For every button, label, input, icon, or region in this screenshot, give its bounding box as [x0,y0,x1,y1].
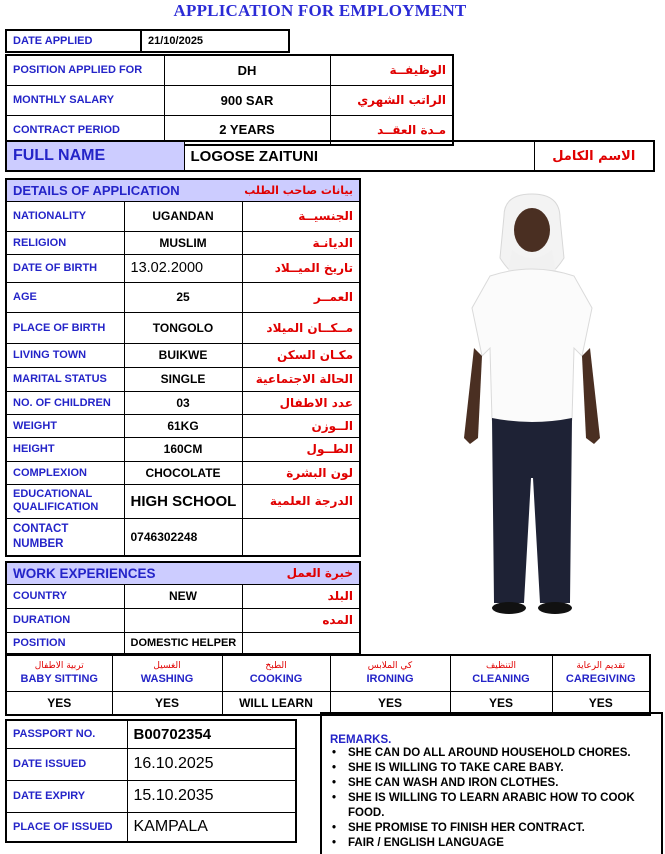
detail-row [6,518,360,556]
remarks-title: REMARKS. [330,734,392,746]
position-label-ar: الوظيفــة [330,55,453,85]
skill-header [450,655,552,691]
date-applied-value: 21/10/2025 [141,30,289,52]
children-label-ar: عدد الاطفال [242,391,360,414]
salary-label: MONTHLY SALARY [6,85,164,115]
country-label-ar: البلد [242,584,360,608]
skills-table [5,654,651,716]
skill-header [552,655,650,691]
details-header-ar: بيانات صاحب الطلب [242,179,360,201]
skill-value: YES [112,691,222,715]
contact-value: 0746302248 [124,518,242,556]
marital-status-label: MARITAL STATUS [6,367,124,391]
work-header: WORK EXPERIENCES [6,562,242,584]
skill-header [330,655,450,691]
marital-status-value: SINGLE [124,367,242,391]
skill-header [112,655,222,691]
passport-row [6,720,296,748]
children-value: 03 [124,391,242,414]
skill-ar: تقديم الرعاية [576,661,626,672]
contact-label-ar [242,518,360,556]
contract-label-ar: مـدة العقــد [330,115,453,145]
duration-value [124,608,242,632]
detail-row [6,391,360,414]
nationality-label: NATIONALITY [6,201,124,231]
country-label: COUNTRY [6,584,124,608]
skill-value: YES [330,691,450,715]
salary-value: 900 SAR [164,85,330,115]
place-of-birth-label: PLACE OF BIRTH [6,312,124,343]
place-of-birth-value: TONGOLO [124,312,242,343]
page-title: APPLICATION FOR EMPLOYMENT [173,1,467,20]
date-applied-label: DATE APPLIED [6,30,141,52]
work-row [6,632,360,654]
salary-row [6,85,453,115]
height-value: 160CM [124,437,242,461]
marital-status-label-ar: الحالة الاجتماعية [242,367,360,391]
full-name-table [5,140,655,172]
complexion-label-ar: لون البشرة [242,461,360,484]
skill-ar: الغسيل [153,661,181,672]
contact-label: CONTACT NUMBER [6,518,124,556]
date-expiry-value: 15.10.2035 [127,780,296,812]
contract-value: 2 YEARS [164,115,330,145]
dob-label-ar: تاريخ الميــلاد [242,254,360,282]
skill-en: CAREGIVING [565,673,636,686]
applicant-photo [432,188,632,628]
skill-en: BABY SITTING [20,673,98,686]
place-issued-label: PLACE OF ISSUED [6,812,127,842]
detail-row [6,231,360,254]
skill-en: CLEANING [472,673,530,686]
dob-label: DATE OF BIRTH [6,254,124,282]
place-issued-value: KAMPALA [127,812,296,842]
full-name-label: FULL NAME [6,141,184,171]
living-town-label-ar: مكـان السكن [242,343,360,367]
skill-value: YES [6,691,112,715]
remark-item: • SHE CAN DO ALL AROUND HOUSEHOLD CHORES. [330,746,661,761]
passport-table [5,719,297,843]
remark-item: • SHE IS WILLING TO TAKE CARE BABY. [330,761,661,776]
detail-row [6,414,360,437]
date-issued-value: 16.10.2025 [127,748,296,780]
skill-ar: التنظيف [485,661,517,672]
skill-header [6,655,112,691]
skill-value: YES [450,691,552,715]
passport-row [6,748,296,780]
detail-row [6,312,360,343]
religion-value: MUSLIM [124,231,242,254]
passport-row [6,780,296,812]
passport-row [6,812,296,842]
work-header-ar: خبرة العمل [242,562,360,584]
skills-header-row [6,655,650,691]
duration-label: DURATION [6,608,124,632]
age-label: AGE [6,282,124,312]
detail-row [6,282,360,312]
living-town-value: BUIKWE [124,343,242,367]
nationality-label-ar: الجنسيــة [242,201,360,231]
passport-no-label: PASSPORT NO. [6,720,127,748]
detail-row [6,201,360,231]
remark-item: • SHE IS WILLING TO LEARN ARABIC HOW TO COOK FOOD. [330,791,661,821]
position-table [5,54,454,146]
skill-value: WILL LEARN [222,691,330,715]
skill-ar: الطبخ [265,661,287,672]
place-of-birth-label-ar: مــكــان الميلاد [242,312,360,343]
skill-header [222,655,330,691]
remark-item: • FAIR / ENGLISH LANGUAGE [330,836,661,851]
date-expiry-label: DATE EXPIRY [6,780,127,812]
remarks-box [320,712,663,854]
children-label: NO. OF CHILDREN [6,391,124,414]
skill-ar: تربية الاطفال [34,661,84,672]
date-applied-table [5,29,290,53]
work-header-row [6,562,360,584]
education-value: HIGH SCHOOL [124,484,242,518]
skill-en: COOKING [249,673,303,686]
complexion-value: CHOCOLATE [124,461,242,484]
complexion-label: COMPLEXION [6,461,124,484]
skill-en: WASHING [140,673,194,686]
nationality-value: UGANDAN [124,201,242,231]
work-position-label: POSITION [6,632,124,654]
education-label-ar: الدرجة العلمية [242,484,360,518]
remark-item: • SHE PROMISE TO FINISH HER CONTRACT. [330,821,661,836]
remarks-list [330,746,661,851]
weight-label-ar: الــوزن [242,414,360,437]
religion-label-ar: الديانـة [242,231,360,254]
detail-row [6,484,360,518]
work-position-label-ar [242,632,360,654]
full-name-label-ar: الاسم الكامل [534,141,654,171]
education-label: EDUCATIONAL QUALIFICATION [6,484,124,518]
remark-item: • SHE CAN WASH AND IRON CLOTHES. [330,776,661,791]
details-table [5,178,361,557]
date-issued-label: DATE ISSUED [6,748,127,780]
passport-no-value: B00702354 [127,720,296,748]
salary-label-ar: الراتب الشهري [330,85,453,115]
detail-row [6,254,360,282]
position-value: DH [164,55,330,85]
dob-value: 13.02.2000 [124,254,242,282]
country-value: NEW [124,584,242,608]
skill-value: YES [552,691,650,715]
position-label: POSITION APPLIED FOR [6,55,164,85]
position-row [6,55,453,85]
work-row [6,608,360,632]
height-label-ar: الطــول [242,437,360,461]
detail-row [6,367,360,391]
details-header-row [6,179,360,201]
skill-en: IRONING [366,673,414,686]
detail-row [6,437,360,461]
detail-row [6,461,360,484]
detail-row [6,343,360,367]
work-position-value: DOMESTIC HELPER [124,632,242,654]
full-name-value: LOGOSE ZAITUNI [184,141,534,171]
contract-label: CONTRACT PERIOD [6,115,164,145]
work-table [5,561,361,655]
duration-label-ar: المده [242,608,360,632]
religion-label: RELIGION [6,231,124,254]
details-header: DETAILS OF APPLICATION [6,179,242,201]
height-label: HEIGHT [6,437,124,461]
age-label-ar: العمــر [242,282,360,312]
age-value: 25 [124,282,242,312]
weight-label: WEIGHT [6,414,124,437]
weight-value: 61KG [124,414,242,437]
living-town-label: LIVING TOWN [6,343,124,367]
skill-ar: كي الملابس [367,661,413,672]
work-row [6,584,360,608]
